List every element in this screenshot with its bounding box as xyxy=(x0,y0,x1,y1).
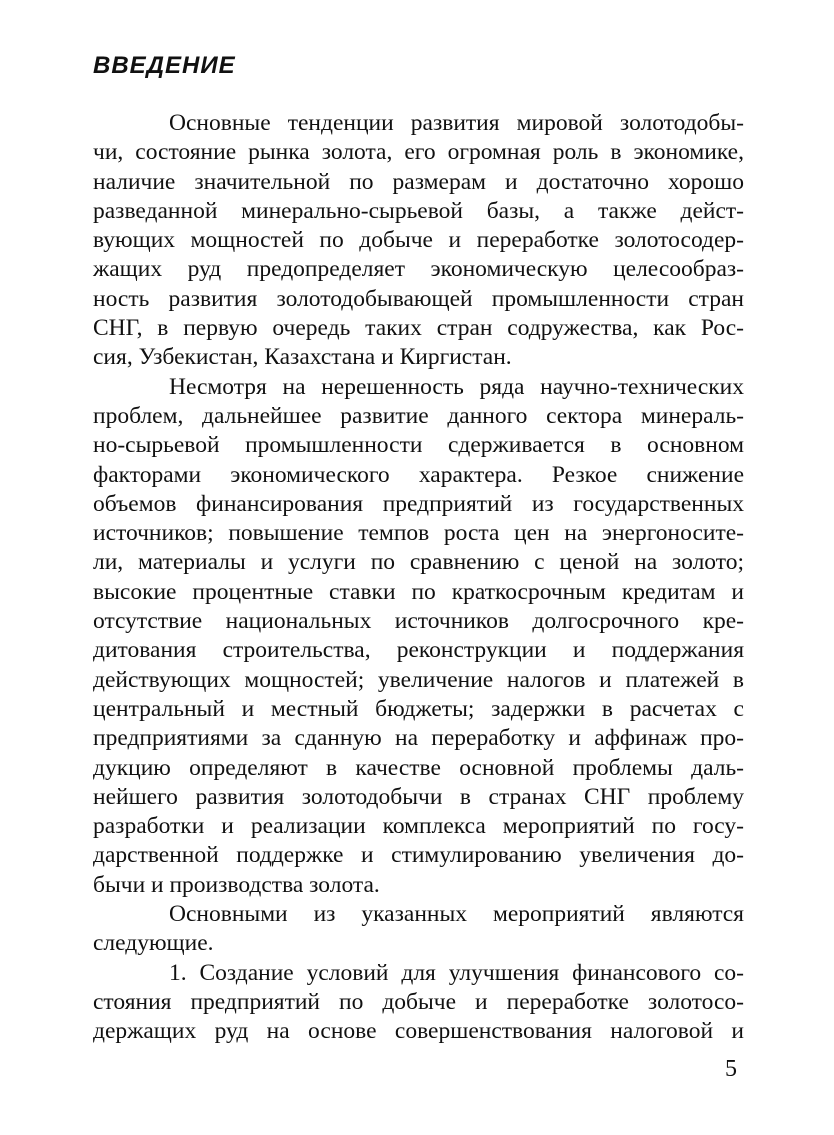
text-line: центральный и местный бюджеты; задержки в расчетах с xyxy=(93,695,744,722)
text-line: ли, материалы и услуги по сравнению с ценой на золото; xyxy=(93,549,744,576)
text-line: но-сырьевой промышленности сдерживается в основном xyxy=(93,432,744,459)
text-line: СНГ, в первую очередь таких стран содружества, как Рос- xyxy=(93,315,744,342)
text-line: наличие значительной по размерам и достаточно хорошо xyxy=(93,168,744,195)
text-line: Основные тенденции развития мировой золотодобы- xyxy=(169,110,744,136)
text-line: проблем, дальнейшее развитие данного сектора минераль- xyxy=(93,402,744,429)
text-line: отсутствие национальных источников долгосрочного кре- xyxy=(93,608,744,635)
text-line: предприятиями за сданную на переработку и аффинаж про- xyxy=(93,725,744,752)
text-line: разведанной минерально-сырьевой базы, а также дейст- xyxy=(93,197,744,224)
text-line: дарственной поддержке и стимулированию увеличения до- xyxy=(93,842,744,869)
text-line: 1. Создание условий для улучшения финансового со- xyxy=(169,959,744,986)
text-line: жащих руд предопределяет экономическую целесообраз- xyxy=(93,256,744,283)
text-line: вующих мощностей по добыче и переработке золотосодер- xyxy=(93,227,744,254)
text-line: следующие. xyxy=(93,930,214,957)
text-line: чи, состояние рынка золота, его огромная роль в экономике, xyxy=(93,139,744,166)
text-line: стояния предприятий по добыче и переработке золотосо- xyxy=(93,988,744,1015)
text-line: разработки и реализации комплекса мероприятий по госу- xyxy=(93,813,744,840)
text-line: сия, Узбекистан, Казахстана и Киргистан. xyxy=(93,344,512,371)
text-line: дукцию определяют в качестве основной проблемы даль- xyxy=(93,754,744,781)
text-line: ность развития золотодобывающей промышленности стран xyxy=(93,285,744,312)
text-line: действующих мощностей; увеличение налогов и платежей в xyxy=(93,666,744,693)
page-number: 5 xyxy=(725,1056,737,1082)
text-line: Основными из указанных мероприятий являются xyxy=(169,901,744,928)
section-heading: ВВЕДЕНИЕ xyxy=(93,52,236,79)
text-line: высокие процентные ставки по краткосрочным кредитам и xyxy=(93,578,744,605)
text-line: дитования строительства, реконструкции и поддержания xyxy=(93,637,744,664)
text-line: Несмотря на нерешенность ряда научно-технических xyxy=(169,373,744,400)
text-line: источников; повышение темпов роста цен на энергоносите- xyxy=(93,520,744,547)
text-line: факторами экономического характера. Резкое снижение xyxy=(93,461,744,488)
text-line: нейшего развития золотодобычи в странах СНГ проблему xyxy=(93,783,744,810)
text-line: объемов финансирования предприятий из государственных xyxy=(93,490,744,517)
body-text xyxy=(93,109,744,1047)
text-line: держащих руд на основе совершенствования налоговой и xyxy=(93,1018,744,1045)
text-line: бычи и производства золота. xyxy=(93,871,380,898)
